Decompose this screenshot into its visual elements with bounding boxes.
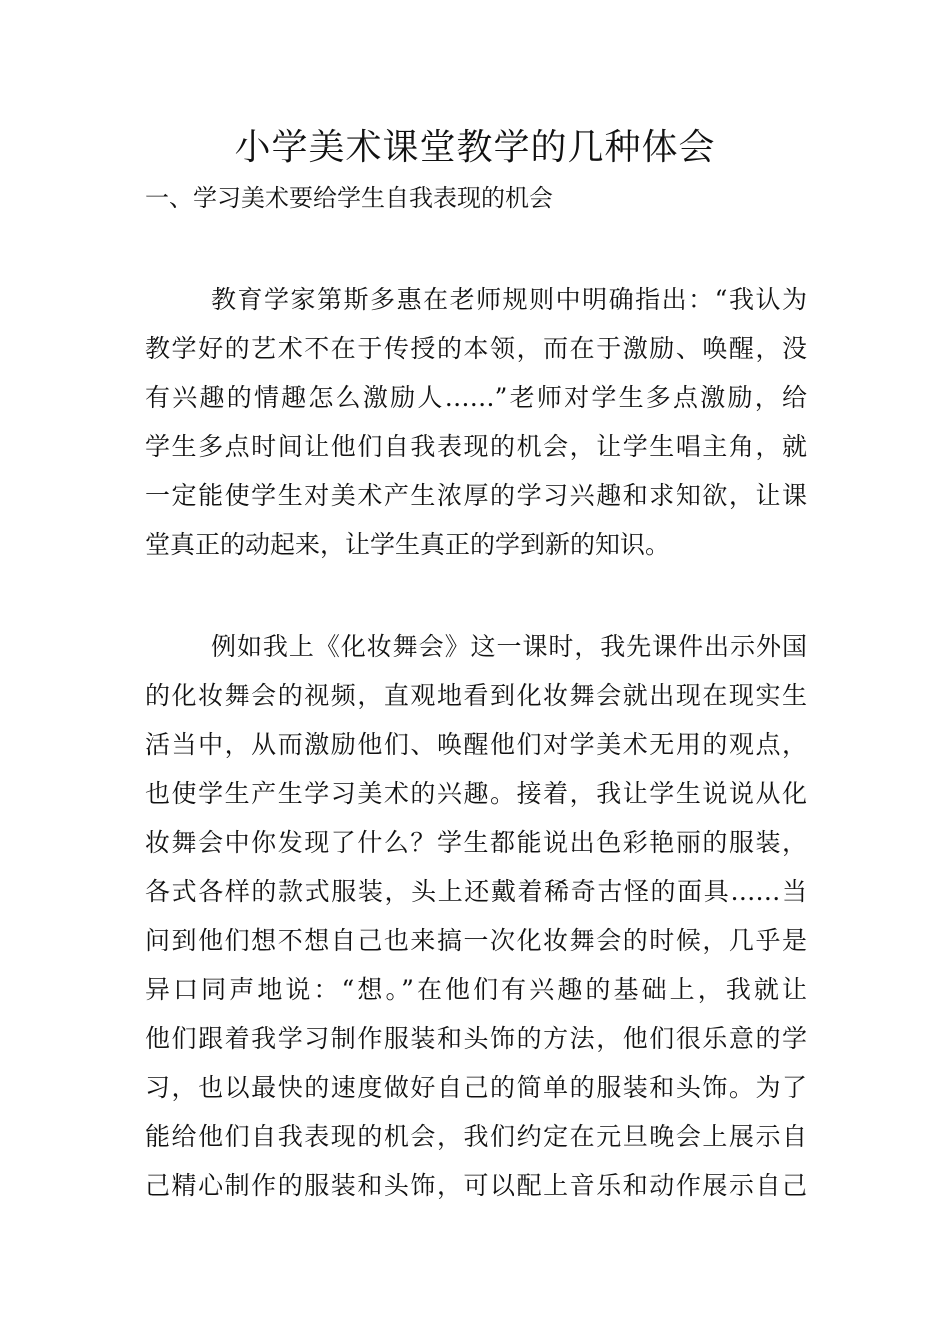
section-heading: 一、学习美术要给学生自我表现的机会 [145,184,553,212]
paragraph-line: 也使学生产生学习美术的兴趣。接着，我让学生说说从化 [145,779,807,808]
paragraph-line: 妆舞会中你发现了什么？学生都能说出色彩艳丽的服装， [145,828,807,857]
paragraph-line: 例如我上《化妆舞会》这一课时，我先课件出示外国 [211,632,807,661]
paragraph-line: 教育学家第斯多惠在老师规则中明确指出：“我认为 [211,285,807,314]
paragraph-line: 学生多点时间让他们自我表现的机会，让学生唱主角，就 [145,432,807,461]
paragraph-line: 己精心制作的服装和头饰，可以配上音乐和动作展示自己 [145,1171,807,1200]
document-title: 小学美术课堂教学的几种体会 [234,127,716,168]
paragraph-1 [145,275,807,569]
paragraph-line: 异口同声地说：“想。”在他们有兴趣的基础上，我就让 [145,975,807,1004]
paragraph-line: 活当中，从而激励他们、唤醒他们对学美术无用的观点， [145,730,807,759]
paragraph-line: 一定能使学生对美术产生浓厚的学习兴趣和求知欲，让课 [145,481,807,510]
paragraph-line: 习，也以最快的速度做好自己的简单的服装和头饰。为了 [145,1073,807,1102]
paragraph-line: 能给他们自我表现的机会，我们约定在元旦晚会上展示自 [145,1122,807,1151]
paragraph-line: 问到他们想不想自己也来搞一次化妆舞会的时候，几乎是 [145,926,807,955]
paragraph-line: 教学好的艺术不在于传授的本领，而在于激励、唤醒，没 [145,334,807,363]
paragraph-line: 的化妆舞会的视频，直观地看到化妆舞会就出现在现实生 [145,681,807,710]
paragraph-2 [145,622,807,1210]
paragraph-line: 堂真正的动起来，让学生真正的学到新的知识。 [145,530,671,559]
paragraph-line: 各式各样的款式服装，头上还戴着稀奇古怪的面具……当 [145,877,807,906]
paragraph-line: 他们跟着我学习制作服装和头饰的方法，他们很乐意的学 [145,1024,807,1053]
paragraph-line: 有兴趣的情趣怎么激励人……”老师对学生多点激励，给 [145,383,807,412]
